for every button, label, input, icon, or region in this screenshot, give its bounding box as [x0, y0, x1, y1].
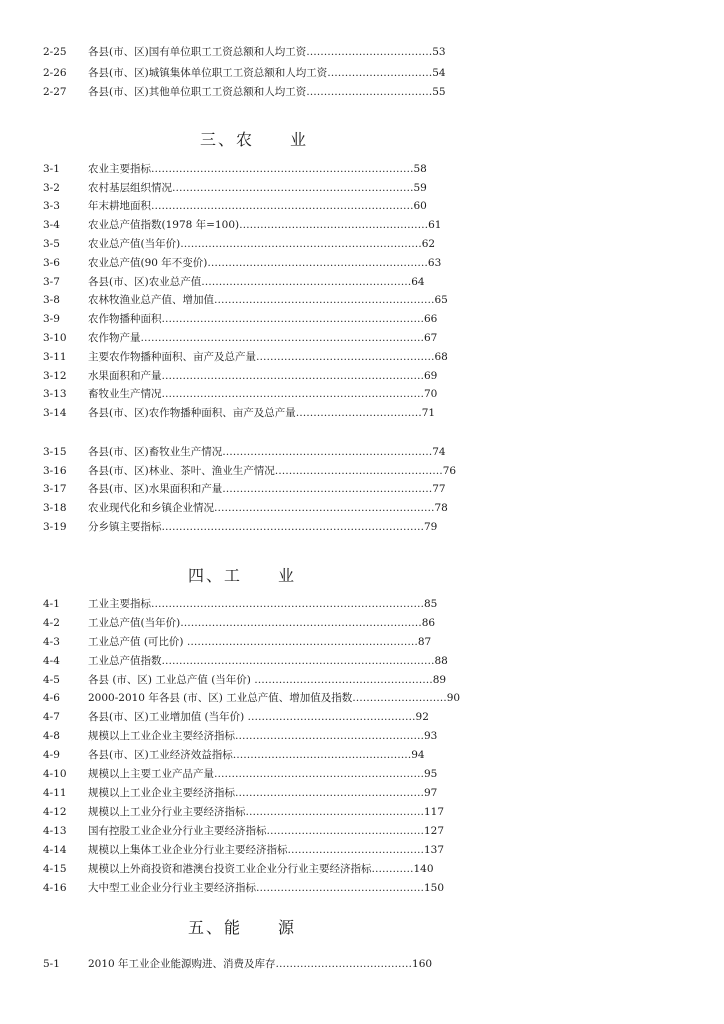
entry-title: 农业总产值指数(1978 年=100)………………………………………………61 [88, 219, 442, 231]
entry-title: 各县(市、区)其他单位职工工资总额和人均工资………………………………55 [88, 86, 446, 98]
entry-number: 4-10 [43, 768, 67, 780]
entry-number: 4-11 [43, 787, 67, 799]
entry-number: 3-16 [43, 465, 67, 477]
entry-number: 4-16 [43, 882, 67, 894]
entry-title: 各县(市、区)工业增加值 (当年价) …………………………………………92 [88, 711, 429, 723]
entry-number: 3-1 [43, 163, 60, 175]
entry-number: 4-15 [43, 863, 67, 875]
entry-number: 3-18 [43, 502, 67, 514]
entry-title: 各县(市、区)林业、茶叶、渔业生产情况…………………………………………76 [88, 465, 457, 477]
entry-number: 4-13 [43, 825, 67, 837]
entry-title: 农业总产值(当年价)……………………………………………………………62 [88, 238, 436, 250]
entry-number: 3-4 [43, 219, 60, 231]
entry-number: 3-11 [43, 351, 67, 363]
entry-title: 主要农作物播种面积、亩产及总产量……………………………………………68 [88, 351, 448, 363]
entry-title: 农作物产量………………………………………………………………………67 [88, 332, 438, 344]
entry-title: 规模以上工业企业主要经济指标………………………………………………97 [88, 787, 438, 799]
entry-title: 工业总产值指数……………………………………………………………………88 [88, 655, 448, 667]
section-heading-energy: 五、能 源 [188, 918, 297, 937]
entry-title: 工业总产值(当年价)……………………………………………………………86 [88, 617, 436, 629]
entry-number: 4-1 [43, 598, 60, 610]
entry-title: 各县(市、区)城镇集体单位职工工资总额和人均工资…………………………54 [88, 67, 446, 79]
entry-title: 年末耕地面积…………………………………………………………………60 [88, 200, 427, 212]
entry-number: 4-6 [43, 692, 60, 704]
entry-number: 4-9 [43, 749, 60, 761]
entry-number: 4-12 [43, 806, 67, 818]
entry-title: 规模以上外商投资和港澳台投资工业企业分行业主要经济指标…………140 [88, 863, 434, 875]
entry-number: 3-9 [43, 313, 60, 325]
entry-number: 3-10 [43, 332, 67, 344]
entry-number: 3-8 [43, 294, 60, 306]
entry-number: 3-12 [43, 370, 67, 382]
entry-number: 4-5 [43, 674, 60, 686]
section-heading-industry: 四、工 业 [188, 566, 297, 585]
entry-number: 2-26 [43, 67, 67, 79]
entry-title: 水果面积和产量…………………………………………………………………69 [88, 370, 438, 382]
entry-number: 3-3 [43, 200, 60, 212]
entry-number: 3-5 [43, 238, 60, 250]
entry-number: 4-14 [43, 844, 67, 856]
entry-number: 3-13 [43, 388, 67, 400]
entry-number: 3-17 [43, 483, 67, 495]
entry-title: 各县 (市、区) 工业总产值 (当年价) ……………………………………………89 [88, 674, 447, 686]
entry-title: 各县(市、区)工业经济效益指标……………………………………………94 [88, 749, 425, 761]
entry-title: 农作物播种面积…………………………………………………………………66 [88, 313, 438, 325]
entry-title: 2010 年工业企业能源购进、消费及库存…………………………………160 [88, 958, 433, 970]
entry-title: 农业总产值(90 年不变价)………………………………………………………63 [88, 257, 442, 269]
entry-number: 3-14 [43, 407, 67, 419]
entry-title: 各县(市、区)畜牧业生产情况……………………………………………………74 [88, 446, 446, 458]
entry-title: 规模以上集体工业企业分行业主要经济指标…………………………………137 [88, 844, 445, 856]
entry-number: 4-2 [43, 617, 60, 629]
entry-title: 工业总产值 (可比价) …………………………………………………………87 [88, 636, 432, 648]
section-heading-agriculture: 三、农 业 [200, 130, 309, 149]
entry-title: 各县(市、区)水果面积和产量……………………………………………………77 [88, 483, 446, 495]
entry-title: 分乡镇主要指标…………………………………………………………………79 [88, 521, 438, 533]
entry-number: 4-3 [43, 636, 60, 648]
entry-number: 5-1 [43, 958, 60, 970]
entry-title: 规模以上工业分行业主要经济指标……………………………………………117 [88, 806, 445, 818]
entry-number: 4-4 [43, 655, 60, 667]
entry-number: 4-7 [43, 711, 60, 723]
entry-title: 农业主要指标…………………………………………………………………58 [88, 163, 427, 175]
entry-title: 各县(市、区)国有单位职工工资总额和人均工资………………………………53 [88, 46, 446, 58]
entry-title: 工业主要指标……………………………………………………………………85 [88, 598, 438, 610]
entry-title: 国有控股工业企业分行业主要经济指标………………………………………127 [88, 825, 445, 837]
entry-title: 各县(市、区)农业总产值……………………………………………………64 [88, 276, 425, 288]
entry-title: 农村基层组织情况……………………………………………………………59 [88, 182, 427, 194]
entry-title: 2000-2010 年各县 (市、区) 工业总产值、增加值及指数………………………90 [88, 692, 461, 704]
entry-number: 3-19 [43, 521, 67, 533]
entry-title: 规模以上工业企业主要经济指标………………………………………………93 [88, 730, 438, 742]
entry-number: 3-2 [43, 182, 60, 194]
entry-title: 农业现代化和乡镇企业情况………………………………………………………78 [88, 502, 448, 514]
entry-number: 3-7 [43, 276, 60, 288]
entry-title: 畜牧业生产情况…………………………………………………………………70 [88, 388, 438, 400]
entry-number: 3-15 [43, 446, 67, 458]
entry-title: 农林牧渔业总产值、增加值………………………………………………………65 [88, 294, 448, 306]
entry-title: 各县(市、区)农作物播种面积、亩产及总产量………………………………71 [88, 407, 436, 419]
entry-number: 2-25 [43, 46, 67, 58]
entry-number: 4-8 [43, 730, 60, 742]
entry-title: 规模以上主要工业产品产量……………………………………………………95 [88, 768, 438, 780]
entry-title: 大中型工业企业分行业主要经济指标…………………………………………150 [88, 882, 445, 894]
entry-number: 2-27 [43, 86, 67, 98]
entry-number: 3-6 [43, 257, 60, 269]
